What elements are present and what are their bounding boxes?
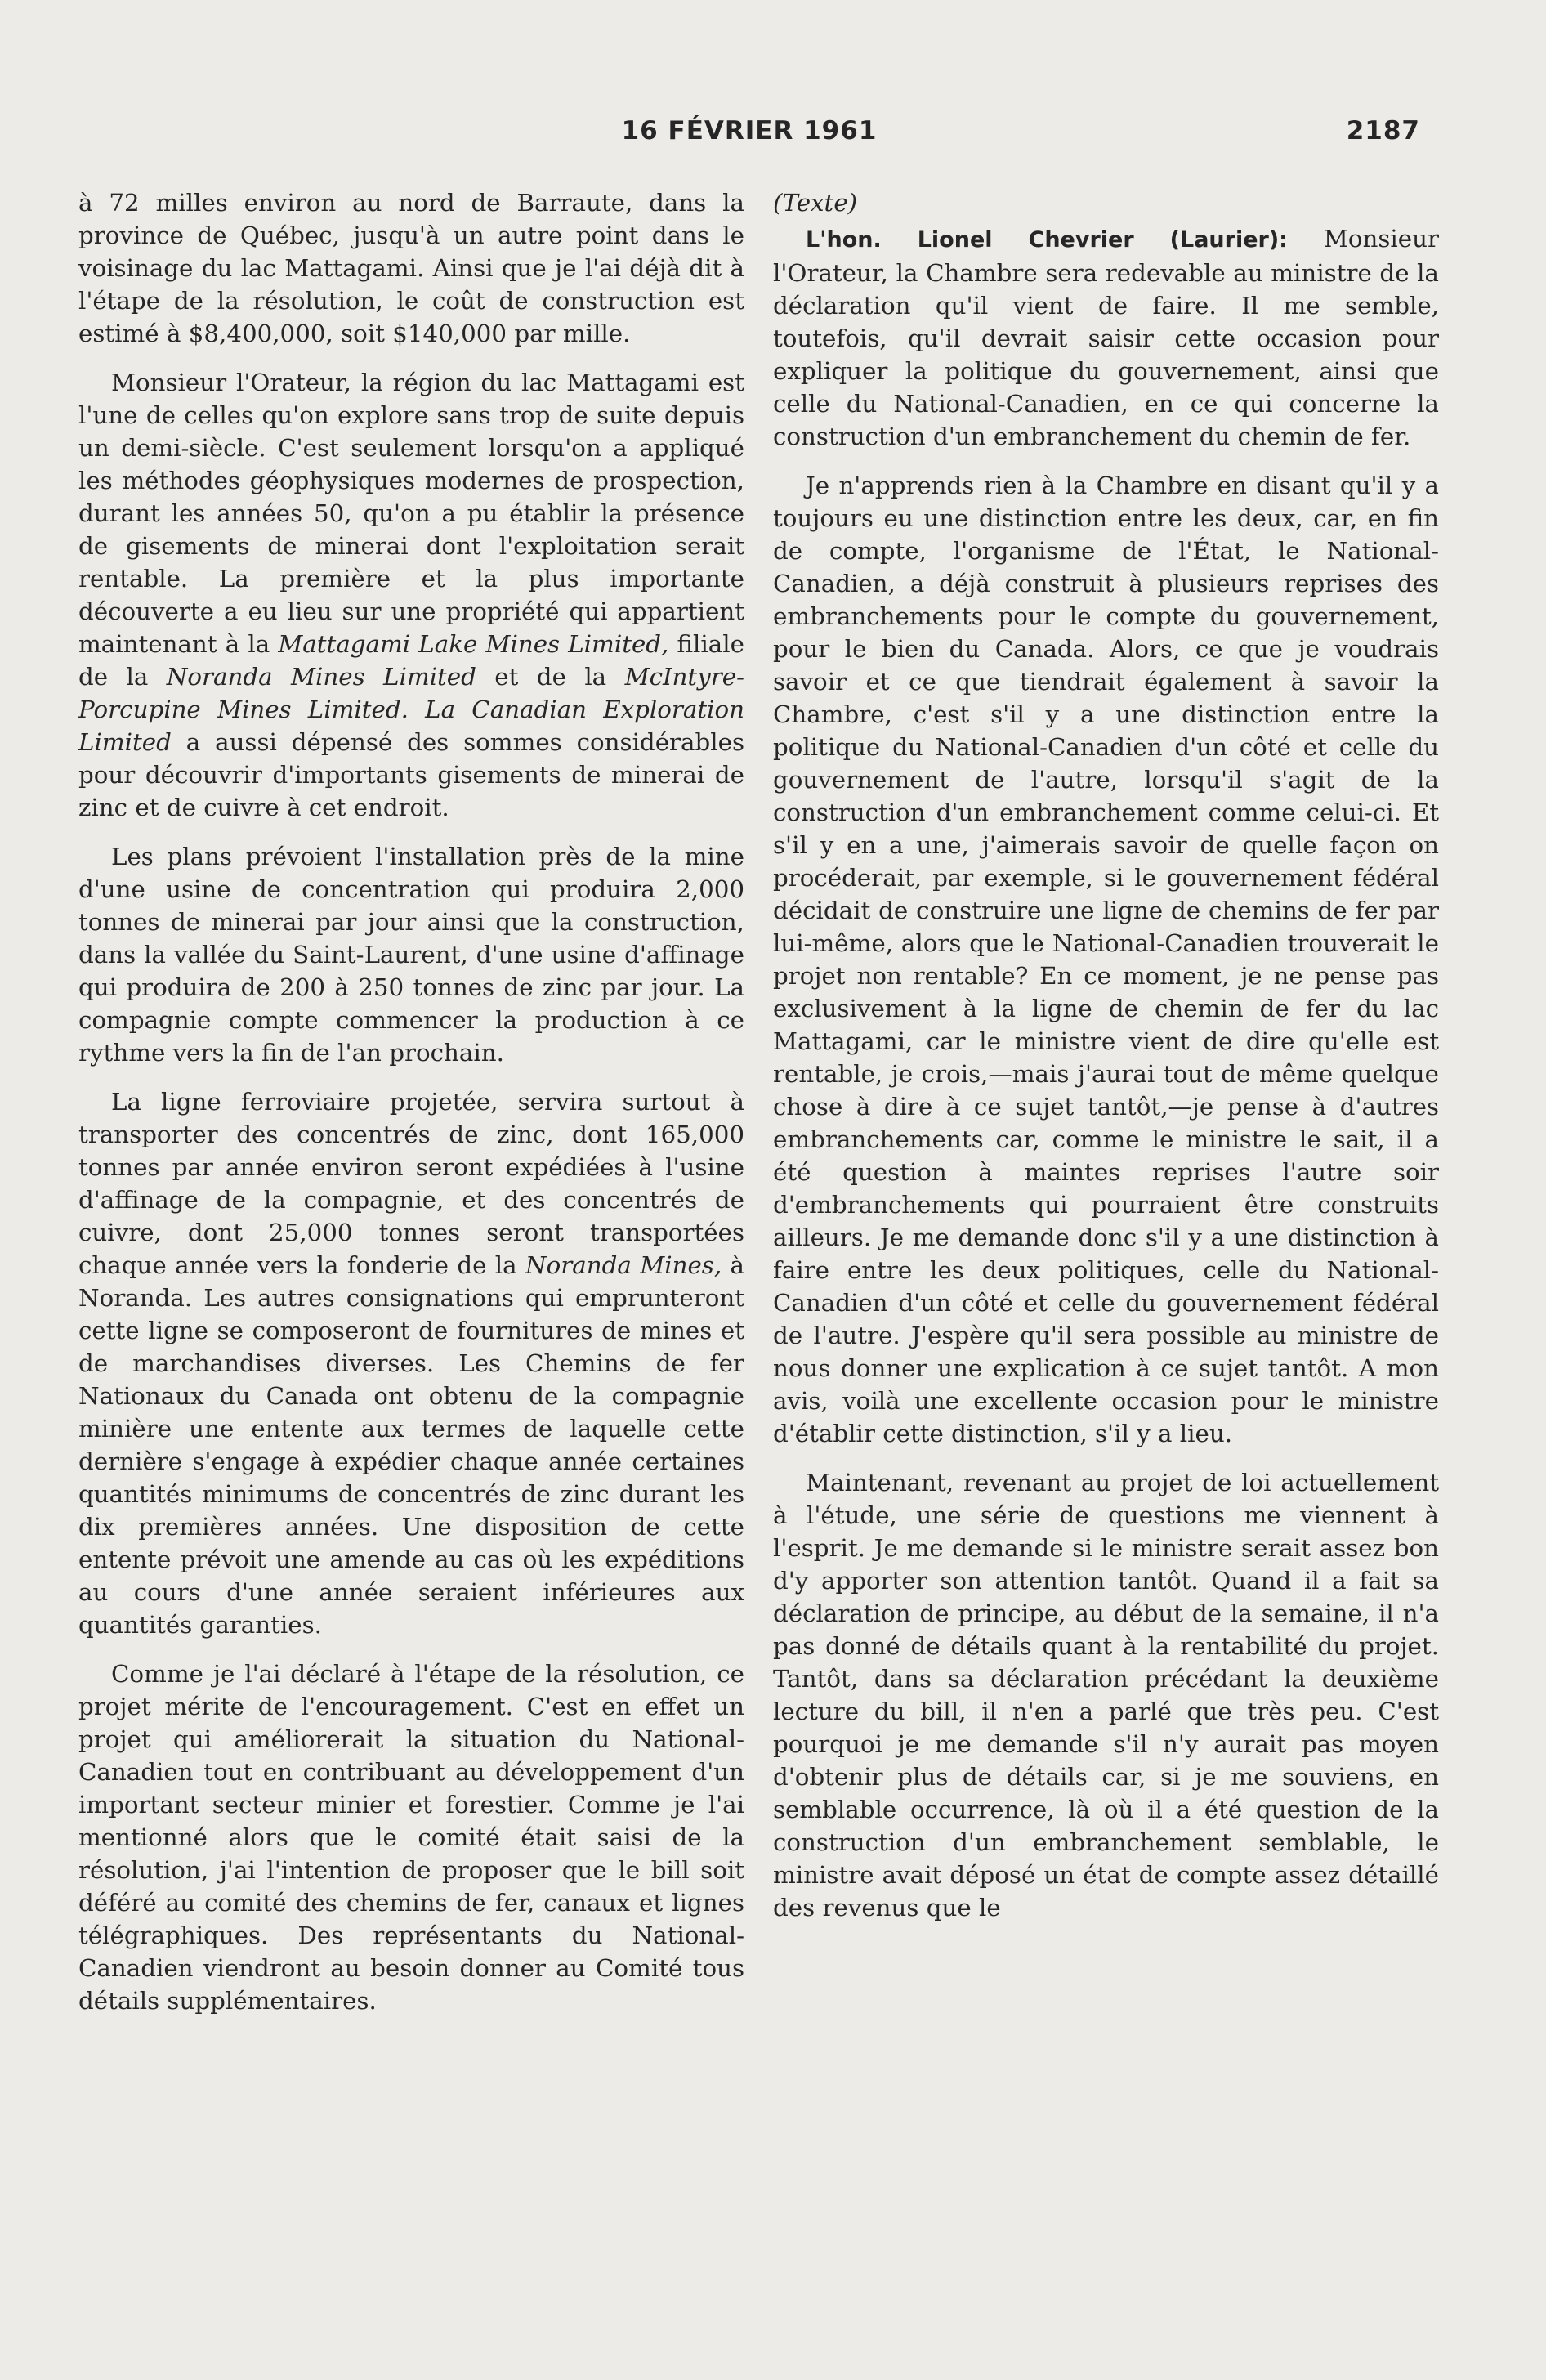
text-run: Monsieur l'Orateur, la Chambre sera redevable au ministre de la déclaration qu'il vient de faire. Il me semble, toutefois, qu'il devrait saisir cette occasion pour expliquer la politique du gouvernement, ainsi que celle du National-Canadien, en ce qui concerne la construction d'un embranchement du chemin de fer. bbox=[773, 225, 1439, 450]
italic-company-name: Noranda Mines, bbox=[525, 1251, 722, 1279]
right-paragraph-2: Je n'apprends rien à la Chambre en disant qu'il y a toujours eu une distinction entre les deux, car, en fin de compte, l'organisme de l'État, le National-Canadien, a déjà construit à plusieurs reprises des embranchements pour le compte du gouvernement, pour le bien du Canada. Alors, ce que je voudrais savoir et ce que tiendrait également à savoir la Chambre, c'est s'il y a une distinction entre la politique du National-Canadien d'un côté et celle du gouvernement de l'autre, lorsqu'il s'agit de la construction d'un embranchement comme celui-ci. Et s'il y en a une, j'aimerais savoir de quelle façon on procéderait, par exemple, si le gouvernement fédéral décidait de construire une ligne de chemins de fer par lui-même, alors que le National-Canadien trouverait le projet non rentable? En ce moment, je ne pense pas exclusivement à la ligne de chemin de fer du lac Mattagami, car le ministre vient de dire qu'elle est rentable, je crois,—mais j'aurai tout de même quelque chose à dire à ce sujet tantôt,—je pense à d'autres embranchements car, comme le ministre le sait, il a été question à maintes reprises l'autre soir d'embranchements qui pourraient être construits ailleurs. Je me demande donc s'il y a une distinction à faire entre les deux politiques, celle du National-Canadien d'un côté et celle du gouvernement fédéral de l'autre. J'espère qu'il sera possible au ministre de nous donner une explication à ce sujet tantôt. A mon avis, voilà une excellente occasion pour le ministre d'établir cette distinction, s'il y a lieu. bbox=[773, 472, 1439, 1447]
speaker-name: L'hon. Lionel Chevrier (Laurier): bbox=[806, 227, 1288, 253]
right-column bbox=[773, 186, 1439, 1940]
page-number: 2187 bbox=[1346, 116, 1420, 145]
text-run: à Noranda. Les autres consignations qui emprunteront cette ligne se composeront de fournitures de mines et de marchandises diverses. Les Chemins de fer Nationaux du Canada ont obtenu de la compagnie minière une entente aux termes de laquelle cette dernière s'engage à expédier chaque année certaines quantités minimums de concentrés de zinc durant les dix premières années. Une disposition de cette entente prévoit une amende au cas où les expéditions au cours d'une année seraient inférieures aux quantités garanties. bbox=[78, 1251, 744, 1639]
text-run: filiale de la bbox=[78, 630, 744, 691]
text-run: a aussi dépensé des sommes considérables pour découvrir d'importants gisements de minerai de zinc et de cuivre à cet endroit. bbox=[78, 728, 744, 821]
left-paragraph-4 bbox=[78, 1085, 744, 1641]
text-label-italic: (Texte) bbox=[773, 189, 858, 217]
right-paragraph-3: Maintenant, revenant au projet de loi actuellement à l'étude, une série de questions me viennent à l'esprit. Je me demande si le ministre serait assez bon d'y apporter son attention tantôt. Quand il a fait sa déclaration de principe, au début de la semaine, il n'a pas donné de détails quant à la rentabilité du projet. Tantôt, dans sa déclaration précédant la deuxième lecture du bill, il n'en a parlé que très peu. C'est pourquoi je me demande s'il n'y aurait pas moyen d'obtenir plus de détails car, si je me souviens, en semblable occurrence, là où il a été question de la construction d'un embranchement semblable, le ministre avait déposé un état de compte assez détaillé des revenus que le bbox=[773, 1469, 1439, 1921]
text-run: et de la bbox=[476, 663, 625, 691]
text-run: Monsieur l'Orateur, la région du lac Mattagami est l'une de celles qu'on explore sans trop de suite depuis un demi-siècle. C'est seulement lorsqu'on a appliqué les méthodes géophysiques modernes de prospection, durant les années 50, qu'on a pu établir la présence de gisements de minerai dont l'exploitation serait rentable. La première et la plus importante découverte a eu lieu sur une propriété qui appartient maintenant à la bbox=[78, 369, 744, 658]
right-paragraph-1 bbox=[773, 222, 1439, 453]
left-paragraph-5: Comme je l'ai déclaré à l'étape de la résolution, ce projet mérite de l'encouragement. C'est en effet un projet qui améliorerait la situation du National-Canadien tout en contribuant au développement d'un important secteur minier et forestier. Comme je l'ai mentionné alors que le comité était saisi de la résolution, j'ai l'intention de proposer que le bill soit déféré au comité des chemins de fer, canaux et lignes télégraphiques. Des représentants du National-Canadien viendront au besoin donner au Comité tous détails supplémentaires. bbox=[78, 1660, 744, 2015]
left-paragraph-2 bbox=[78, 366, 744, 824]
italic-company-name: Mattagami Lake Mines Limited, bbox=[278, 630, 669, 658]
text-run: La ligne ferroviaire projetée, servira surtout à transporter des concentrés de zinc, dont 165,000 tonnes par année environ seront expédiées à l'usine d'affinage de la compagnie, et des concentrés de cuivre, dont 25,000 tonnes seront transportées chaque année vers la fonderie de la bbox=[78, 1088, 744, 1279]
header-date: 16 FÉVRIER 1961 bbox=[621, 116, 878, 145]
italic-company-name: McIntyre-Porcupine Mines Limited. La Canadian Exploration Limited bbox=[78, 663, 744, 756]
left-paragraph-3: Les plans prévoient l'installation près de la mine d'une usine de concentration qui produira 2,000 tonnes de minerai par jour ainsi que la construction, dans la vallée du Saint-Laurent, d'une usine d'affinage qui produira de 200 à 250 tonnes de zinc par jour. La compagnie compte commencer la production à ce rythme vers la fin de l'an prochain. bbox=[78, 843, 744, 1067]
left-column bbox=[78, 186, 744, 2033]
page-header bbox=[78, 116, 1420, 157]
italic-company-name: Noranda Mines Limited bbox=[166, 663, 476, 691]
left-paragraph-1: à 72 milles environ au nord de Barraute, dans la province de Québec, jusqu'à un autre point dans le voisinage du lac Mattagami. Ainsi que je l'ai déjà dit à l'étape de la résolution, le coût de construction est estimé à $8,400,000, soit $140,000 par mille. bbox=[78, 189, 744, 347]
text-label bbox=[773, 186, 1439, 219]
